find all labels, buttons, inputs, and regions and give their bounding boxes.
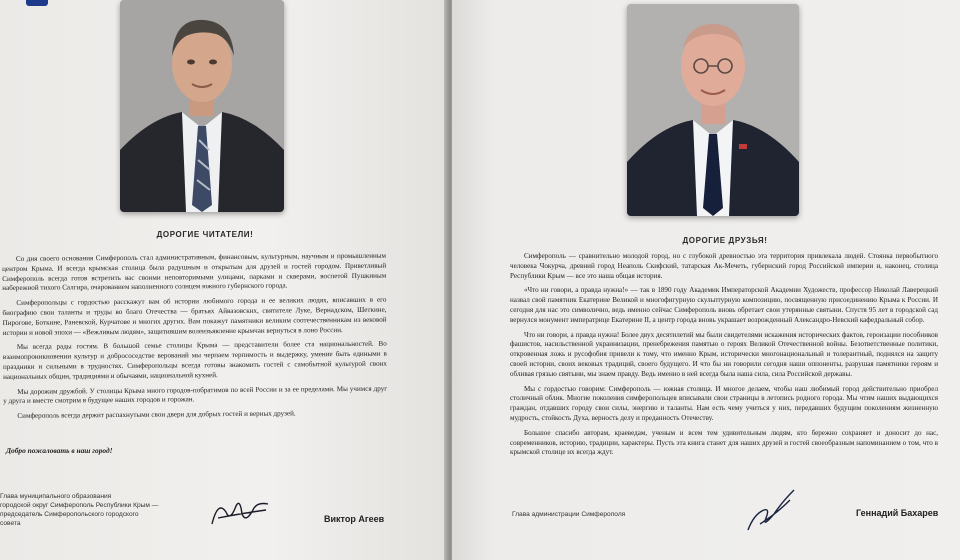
portrait-photo-right — [627, 4, 799, 216]
portrait-right-image — [627, 4, 799, 216]
left-paragraph: Симферополь всегда держит распахнутыми свои двери для добрых гостей и верных друзей. — [17, 409, 296, 421]
left-caption-line: городской округ Симферополь Республики Крым — — [0, 502, 159, 509]
right-letter-body — [510, 252, 938, 463]
corner-mark — [26, 0, 48, 6]
left-paragraph: Со дня своего основания Симферополь стал административным, финансовым, культурным, научным и промышленным центром Крыма. И всегда крымская столица была радушным и открытым для друзей и гостей городом. Приветливый Симферополь всегда готов встретить вас своими неповторимыми улицами, парками и скверами, воспетой Пушкиным набережной тихого Салгира, очарованием наполненного солнцем южного губернского города. — [2, 251, 387, 293]
signature-right — [740, 484, 800, 536]
left-page — [0, 0, 448, 560]
left-paragraph: Мы дорожим дружбой. У столицы Крыма много городов-побратимов по всей России и за ее пределами. Мы учимся друг у друга и вместе смотрим в будущее наших городов и горожан. — [3, 384, 388, 406]
right-paragraph: Симферополь — сравнительно молодой город, но с глубокой древностью эта территория привлекала людей. Стоянка первобытного человека Чокурча, древний город Неаполь Скифский, татарская Ак-Мечеть, губернский город Российской империи и, наконец, столица Республики Крым — все это наша общая история. — [510, 252, 938, 280]
right-paragraph: «Что ни говори, а правда нужна!» — так в 1890 году Академик Императорской Академии Художеств, профессор Николай Лаверецкий назвал свой памятник Екатерине Великой и многофигурную скульптурную композицию, посвященную присоединению Крыма к России. И сегодня для нас это символично, ведь именно сейчас Симферополь вновь обретает свои утерянные святыни. Спустя 95 лет в городской сад вернулся монумент императрице Екатерине II, а центр города вновь украшает возрожденный Александро-Невский кафедральный собор. — [510, 286, 938, 324]
portrait-photo-left — [120, 0, 284, 212]
right-signer-title: Глава администрации Симферополя — [512, 511, 626, 518]
right-paragraph: Что ни говори, а правда нужна! Более двух десятилетий мы были свидетелями искажения исторических фактов, героизации пособников фашистов, насильственной украинизации, пренебрежения памятью о героях Великой Отечественной войны. Безответственные политики, откровенная ложь и русофобия привели к тому, что именно Крым, исторически многонациональный и толерантный, поднялся на защиту своей истории, своих вековых традиций, своего будущего. И что бы ни говорили сегодня наши оппоненты, разрушая памятники героям и обливая грязью святыни, мы знаем правду. Ведь именно в ней всегда была наша сила, сила Российской державы. — [510, 330, 938, 378]
left-signer-title — [0, 492, 160, 528]
heading-dear-friends: ДОРОГИЕ ДРУЗЬЯ! — [682, 236, 768, 245]
left-caption-line: Глава муниципального образования — [0, 493, 112, 500]
welcome-closing: Добро пожаловать в наш город! — [6, 446, 113, 455]
signature-left — [208, 494, 272, 530]
right-paragraph: Большое спасибо авторам, краеведам, ученым и всем тем удивительным людям, кто бережно сохраняет и доносит до нас, современников, историю, традиции, характеры. Пусть эта книга станет для наших друзей и гостей своеобразным напоминанием о том, что в крымской столице их всегда ждут. — [510, 428, 938, 457]
left-paragraph: Симферопольцы с гордостью расскажут вам об истории любимого города и ее великих людях, вписавших в его биографию свои таланты и труды во благо Отечества — братьях Айвазовских, святителе Луке, Вернадском, Шеткине, Пирогове, Боткине, Раневской, Курчатове и многих других. Вам покажут памятники великим соотечественникам из вековой истории и новой эпохи — «Вежливым людям», защитившим волеизъявление крымчан вернуться в лоно России. — [2, 295, 387, 337]
heading-dear-readers: ДОРОГИЕ ЧИТАТЕЛИ! — [156, 230, 254, 239]
right-signer-name: Геннадий Бахарев — [856, 508, 939, 518]
portrait-left-image — [120, 0, 284, 212]
left-letter-body — [2, 252, 387, 427]
left-paragraph: Мы всегда рады гостям. В большой семье столицы Крыма — представители более ста национальностей. Во взаимопроникновении культур и добрососедстве верований мы черпаем терпимость и выдержку, умение быть едиными в праздники и сильными в трудностях. Симферопольцы всегда готовы знакомить гостей с самобытной культурой своих национальных общин, традициями и обычаями, национальной кухней. — [2, 340, 387, 381]
left-signer-name: Виктор Агеев — [324, 514, 385, 524]
right-paragraph: Мы с гордостью говорим: Симферополь — южная столица. И многое делаем, чтобы наш любимый город действительно приобрел столичный облик. Многие поколения симферопольцев вписывали свои страницы в летопись родного города. Мы чтим наших выдающихся граждан, отдавших городу свои силы, энергию и таланты. Нам есть чему учиться у них, передавших будущим поколениям жизненную мудрость, стойкость Духа, верность делу и преданность Отечеству. — [510, 384, 938, 422]
left-caption-line: председатель Симферопольского городского совета — [0, 511, 139, 527]
